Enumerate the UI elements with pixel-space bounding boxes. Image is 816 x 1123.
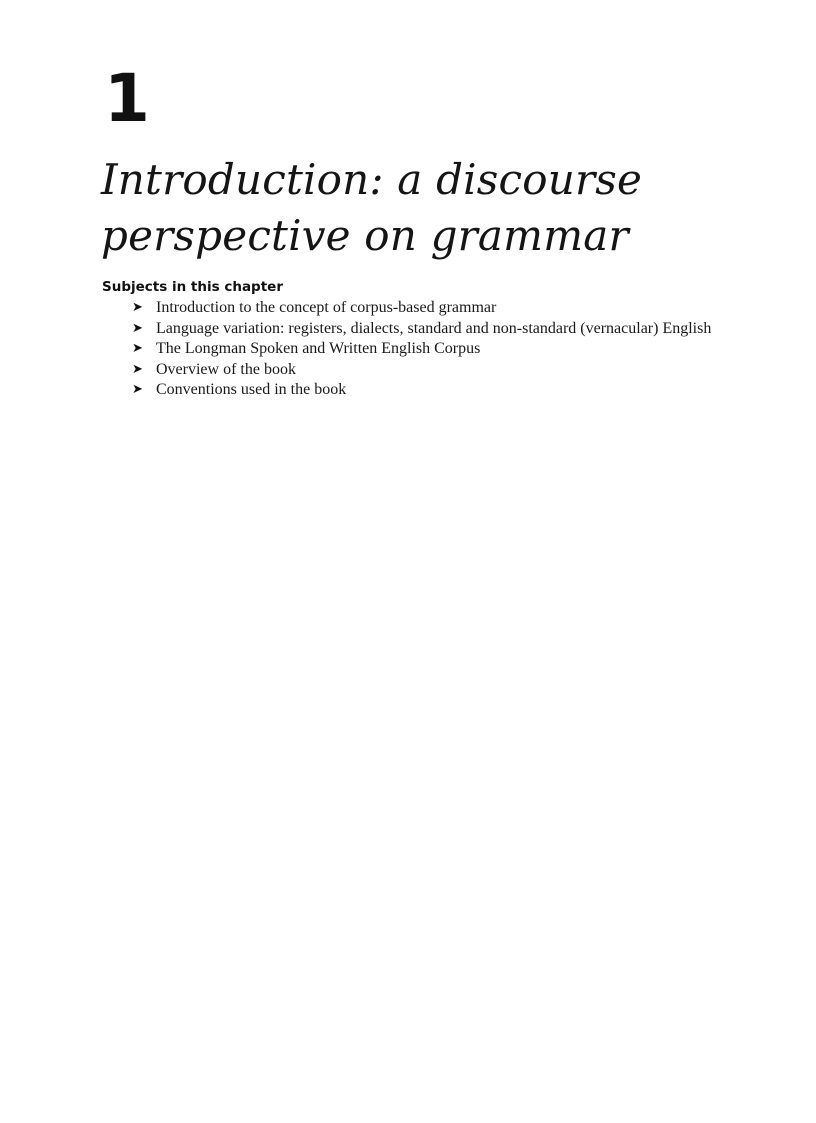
list-item-text: The Longman Spoken and Written English Corpus [156,340,481,357]
list-item [132,339,712,360]
arrow-bullet-icon: ➤ [132,361,143,377]
list-item [132,319,712,340]
list-item-text: Language variation: registers, dialects, standard and non-standard (vernacular) English [156,319,712,337]
arrow-bullet-icon: ➤ [132,341,143,356]
list-item [132,360,712,381]
list-item [132,380,712,401]
chapter-title-line-2: perspective on grammar [101,211,629,260]
subjects-list [132,298,712,401]
list-item-text: Introduction to the concept of corpus-based grammar [156,299,497,316]
arrow-bullet-icon: ➤ [132,382,143,397]
arrow-bullet-icon: ➤ [132,320,143,336]
arrow-bullet-icon: ➤ [132,300,143,315]
list-item [132,298,712,319]
subjects-heading: Subjects in this chapter [102,279,283,295]
list-item-text: Overview of the book [156,360,296,378]
list-item-text: Conventions used in the book [156,381,347,398]
chapter-number: 1 [104,60,150,137]
chapter-title [101,152,721,264]
chapter-title-line-1: Introduction: a discourse [101,155,643,204]
